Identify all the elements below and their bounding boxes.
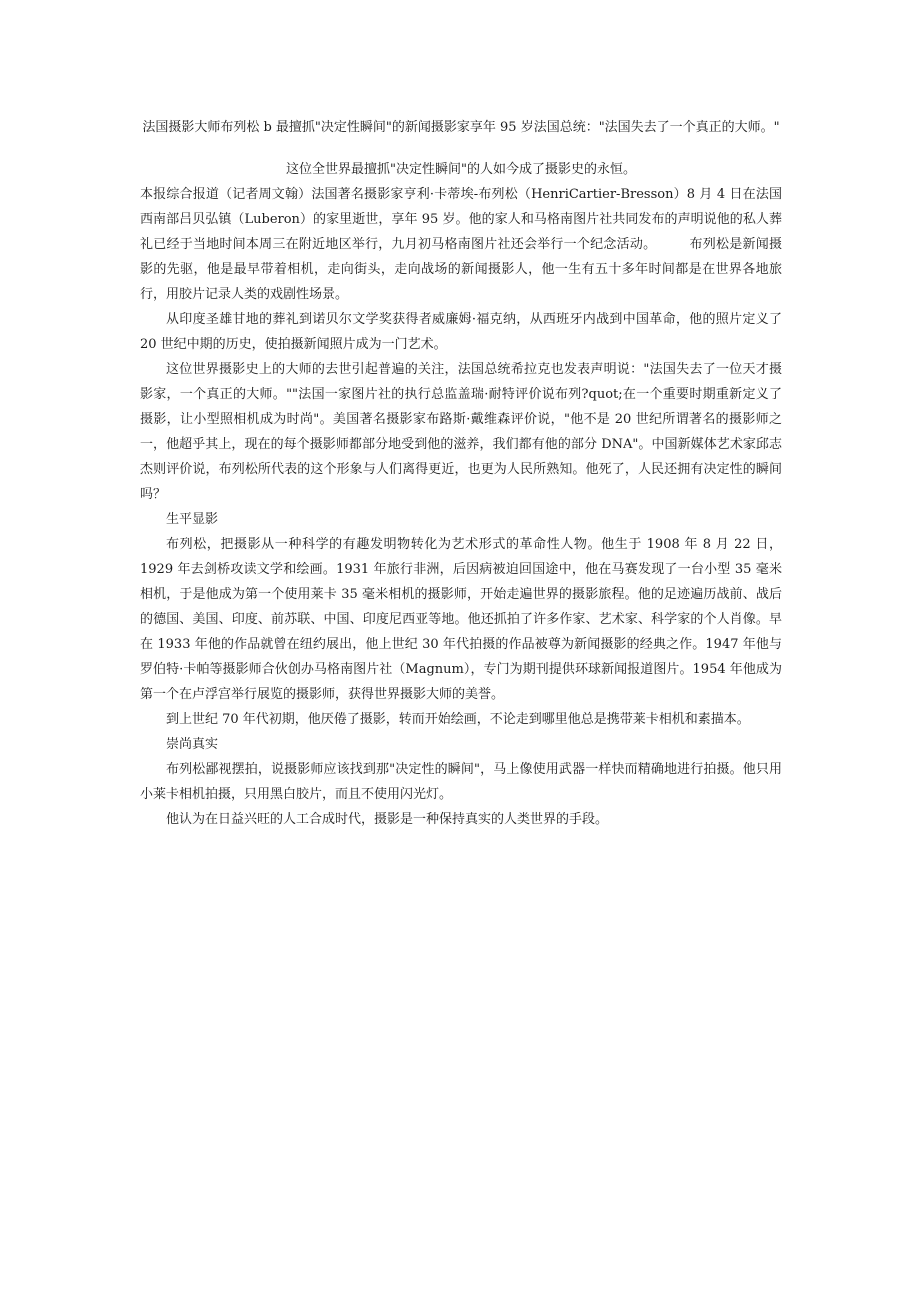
body-paragraph: 布列松，把摄影从一种科学的有趣发明物转化为艺术形式的革命性人物。他生于 1908 年 8 月 22 日，1929 年去剑桥攻读文学和绘画。1931 年旅行非洲，后因病被迫回国途中，他在马赛发现了一台小型 35 毫米相机，于是他成为第一个使用莱卡 35 毫米相机的摄影师，开始走遍世界的摄影旅程。他的足迹遍历战前、战后的德国、美国、印度、前苏联、中国、印度尼西亚等地。他还抓拍了许多作家、艺术家、科学家的个人肖像。早在 1933 年他的作品就曾在纽约展出，他上世纪 30 年代拍摄的作品被尊为新闻摄影的经典之作。1947 年他与罗伯特·卡帕等摄影师合伙创办马格南图片社（Magnum），专门为期刊提供环球新闻报道图片。1954 年他成为第一个在卢浮宫举行展览的摄影师，获得世界摄影大师的美誉。 [140,537,782,702]
body-paragraph: 到上世纪 70 年代初期，他厌倦了摄影，转而开始绘画，不论走到哪里他总是携带莱卡相机和素描本。 [166,712,750,727]
article-title: 法国摄影大师布列松 b 最擅抓"决定性瞬间"的新闻摄影家享年 95 岁法国总统："法国失去了一个真正的大师。" [142,120,780,135]
body-paragraph: 布列松鄙视摆拍，说摄影师应该找到那"决定性的瞬间"，马上像使用武器一样快而精确地进行拍摄。他只用小莱卡相机拍摄，只用黑白胶片，而且不使用闪光灯。 [140,762,782,802]
body-paragraph: 这位世界摄影史上的大师的去世引起普遍的关注，法国总统希拉克也发表声明说："法国失去了一位天才摄影家，一个真正的大师。""法国一家图片社的执行总监盖瑞·耐特评价说布列?quot;在一个重要时期重新定义了摄影，让小型照相机成为时尚"。美国著名摄影家布路斯·戴维森评价说，"他不是 20 世纪所谓著名的摄影师之一，他超乎其上，现在的每个摄影师都部分地受到他的滋养，我们都有他的部分 DNA"。中国新媒体艺术家邱志杰则评价说，布列松所代表的这个形象与人们离得更近，也更为人民所熟知。他死了，人民还拥有决定性的瞬间吗？ [140,362,782,502]
body-paragraph: 他认为在日益兴旺的人工合成时代，摄影是一种保持真实的人类世界的手段。 [166,812,609,827]
section-heading-truth: 崇尚真实 [166,737,219,752]
body-paragraph: 从印度圣雄甘地的葬礼到诺贝尔文学奖获得者威廉姆·福克纳，从西班牙内战到中国革命，他的照片定义了 20 世纪中期的历史，使拍摄新闻照片成为一门艺术。 [140,312,782,352]
article-subtitle: 这位全世界最擅抓"决定性瞬间"的人如今成了摄影史的永恒。 [286,162,636,177]
section-heading-life: 生平显影 [166,512,219,527]
document-page [140,0,782,832]
intro-paragraph: 本报综合报道（记者周文翰）法国著名摄影家亨利·卡蒂埃-布列松（HenriCartier-Bresson）8 月 4 日在法国西南部吕贝弘镇（Luberon）的家里逝世，享年 95 岁。他的家人和马格南图片社共同发布的声明说他的私人葬礼已经于当地时间本周三在附近地区举行，九月初马格南图片社还会举行一个纪念活动。 布列松是新闻摄影的先驱，他是最早带着相机，走向街头，走向战场的新闻摄影人，他一生有五十多年时间都是在世界各地旅行，用胶片记录人类的戏剧性场景。 [140,187,782,302]
